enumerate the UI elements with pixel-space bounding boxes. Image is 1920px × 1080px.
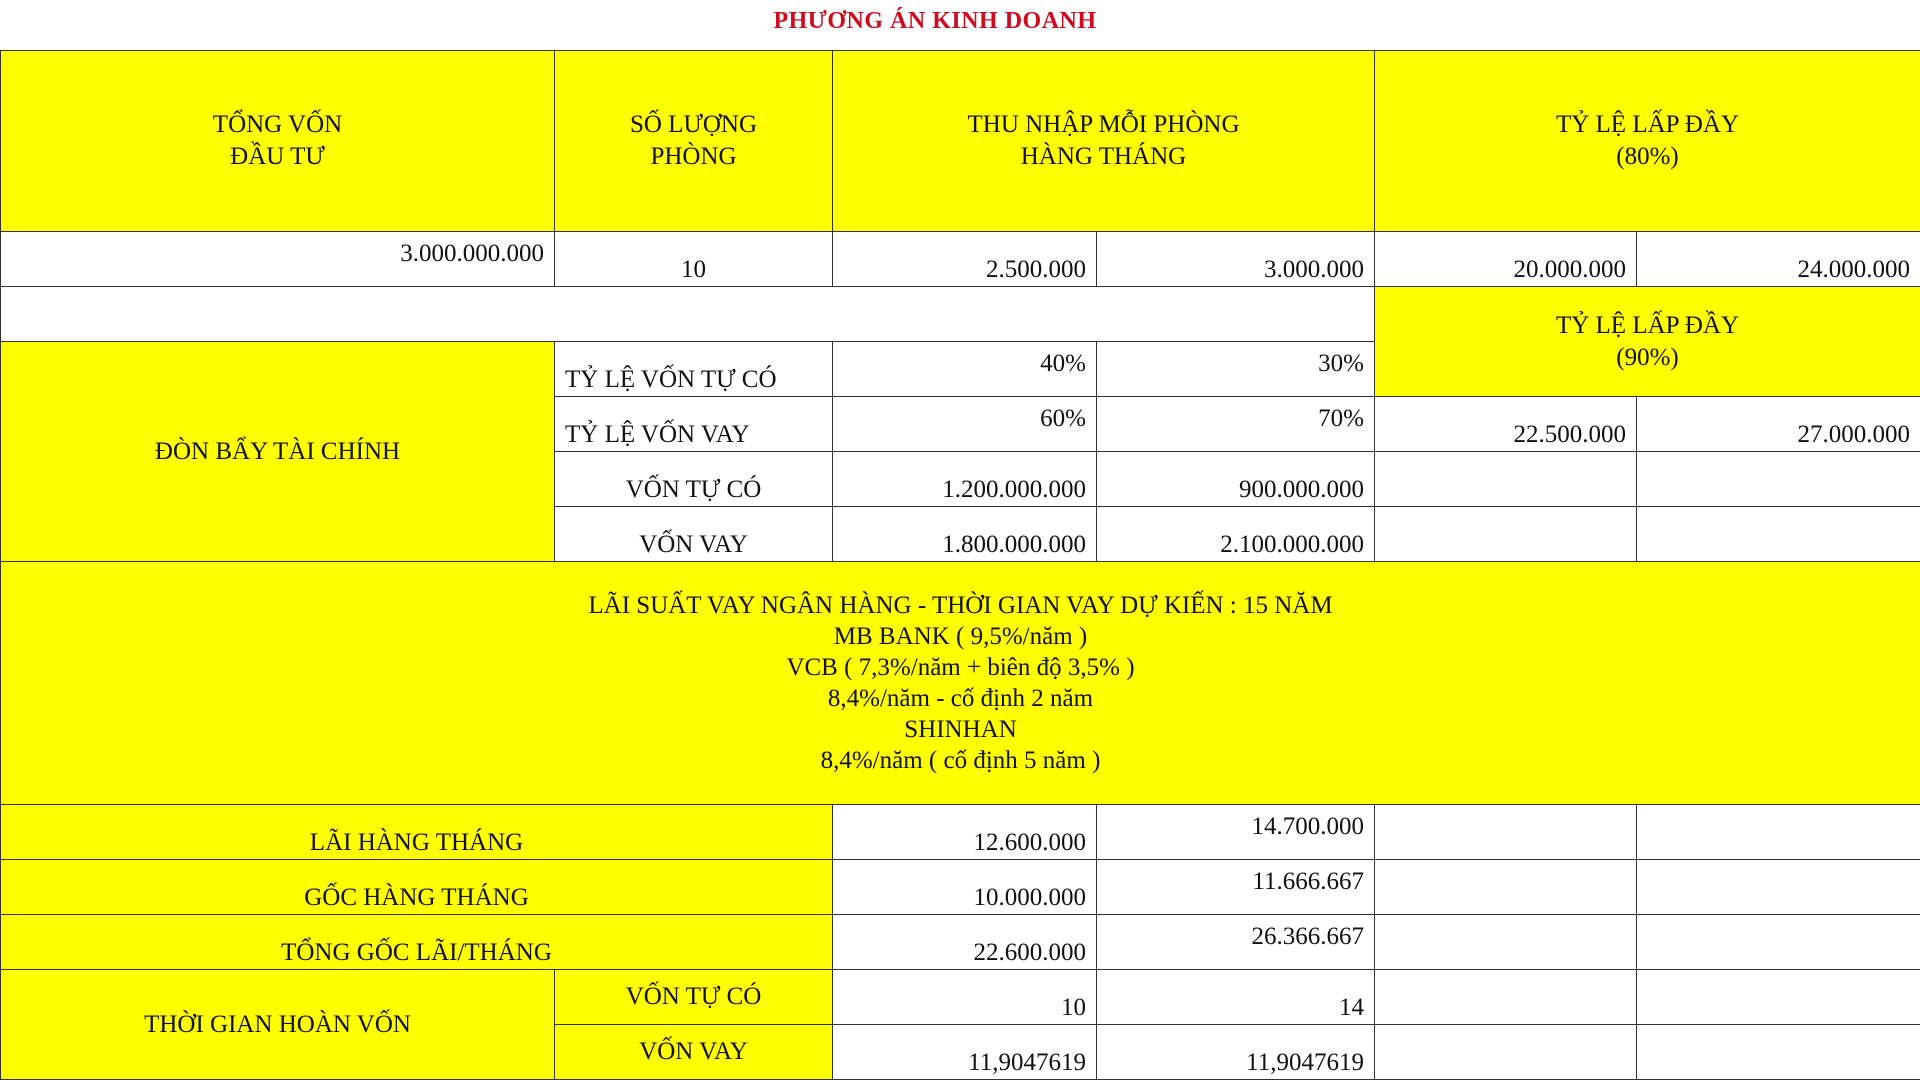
header-total-capital: TỔNG VỐN ĐẦU TƯ [1, 51, 555, 232]
payback-loan-a: 11,9047619 [833, 1025, 1097, 1080]
monthly-total-label: TỔNG GỐC LÃI/THÁNG [1, 915, 833, 970]
leverage-label: ĐÒN BẨY TÀI CHÍNH [1, 342, 555, 562]
empty-cell [1375, 860, 1637, 915]
page-title: PHƯƠNG ÁN KINH DOANH [773, 8, 1097, 34]
monthly-interest-a: 12.600.000 [833, 805, 1097, 860]
empty-cell [1375, 915, 1637, 970]
monthly-interest-label: LÃI HÀNG THÁNG [1, 805, 833, 860]
own-capital-a: 1.200.000.000 [833, 452, 1097, 507]
note-line: MB BANK ( 9,5%/năm ) [833, 623, 1088, 650]
empty-cell [1637, 805, 1920, 860]
loan-capital-label: VỐN VAY [555, 507, 833, 562]
note-line: 8,4%/năm - cố định 2 năm [827, 685, 1094, 712]
payback-loan-label: VỐN VAY [555, 1025, 833, 1080]
note-line: LÃI SUẤT VAY NGÂN HÀNG - THỜI GIAN VAY DỰ KIẾN : 15 NĂM [588, 592, 1333, 619]
cell-income-a: 2.500.000 [833, 232, 1097, 287]
cell-income-b: 3.000.000 [1097, 232, 1375, 287]
cell-rooms: 10 [555, 232, 833, 287]
own-ratio-b: 30% [1097, 342, 1375, 397]
header-room-count: SỐ LƯỢNG PHÒNG [555, 51, 833, 232]
payback-own-a: 10 [833, 970, 1097, 1025]
loan-ratio-label: TỶ LỆ VỐN VAY [555, 397, 833, 452]
interest-rate-note [1, 562, 1920, 805]
monthly-principal-a: 10.000.000 [833, 860, 1097, 915]
own-ratio-label: TỶ LỆ VỐN TỰ CÓ [555, 342, 833, 397]
cell-occ80-b: 24.000.000 [1637, 232, 1920, 287]
header-income-per-room: THU NHẬP MỖI PHÒNG HÀNG THÁNG [833, 51, 1375, 232]
payback-label: THỜI GIAN HOÀN VỐN [1, 970, 555, 1080]
header-occupancy-80: TỶ LỆ LẤP ĐẦY (80%) [1375, 51, 1920, 232]
empty-cell [1375, 452, 1637, 507]
note-line: SHINHAN [904, 716, 1017, 743]
loan-ratio-b: 70% [1097, 397, 1375, 452]
loan-capital-a: 1.800.000.000 [833, 507, 1097, 562]
payback-own-label: VỐN TỰ CÓ [555, 970, 833, 1025]
empty-cell [1637, 915, 1920, 970]
monthly-interest-b: 14.700.000 [1097, 805, 1375, 860]
monthly-total-b: 26.366.667 [1097, 915, 1375, 970]
monthly-total-a: 22.600.000 [833, 915, 1097, 970]
payback-loan-b: 11,9047619 [1097, 1025, 1375, 1080]
header-occupancy-90: TỶ LỆ LẤP ĐẦY (90%) [1375, 287, 1920, 397]
empty-cell [1375, 805, 1637, 860]
note-line: VCB ( 7,3%/năm + biên độ 3,5% ) [786, 654, 1135, 681]
own-ratio-a: 40% [833, 342, 1097, 397]
empty-cell [1637, 452, 1920, 507]
cell-occ90-a: 22.500.000 [1375, 397, 1637, 452]
note-line: 8,4%/năm ( cố định 5 năm ) [820, 747, 1101, 774]
empty-cell [1375, 507, 1637, 562]
cell-total-capital: 3.000.000.000 [1, 232, 555, 287]
own-capital-b: 900.000.000 [1097, 452, 1375, 507]
business-plan-table [0, 50, 1920, 1080]
empty-cell [1375, 1025, 1637, 1080]
cell-occ90-b: 27.000.000 [1637, 397, 1920, 452]
empty-cell [1375, 970, 1637, 1025]
own-capital-label: VỐN TỰ CÓ [555, 452, 833, 507]
empty-cell [1637, 1025, 1920, 1080]
loan-capital-b: 2.100.000.000 [1097, 507, 1375, 562]
monthly-principal-b: 11.666.667 [1097, 860, 1375, 915]
loan-ratio-a: 60% [833, 397, 1097, 452]
empty-cell [1637, 507, 1920, 562]
empty-cell [1637, 970, 1920, 1025]
monthly-principal-label: GỐC HÀNG THÁNG [1, 860, 833, 915]
empty-cell [1637, 860, 1920, 915]
cell-occ80-a: 20.000.000 [1375, 232, 1637, 287]
spacer-row [1, 287, 1375, 342]
payback-own-b: 14 [1097, 970, 1375, 1025]
